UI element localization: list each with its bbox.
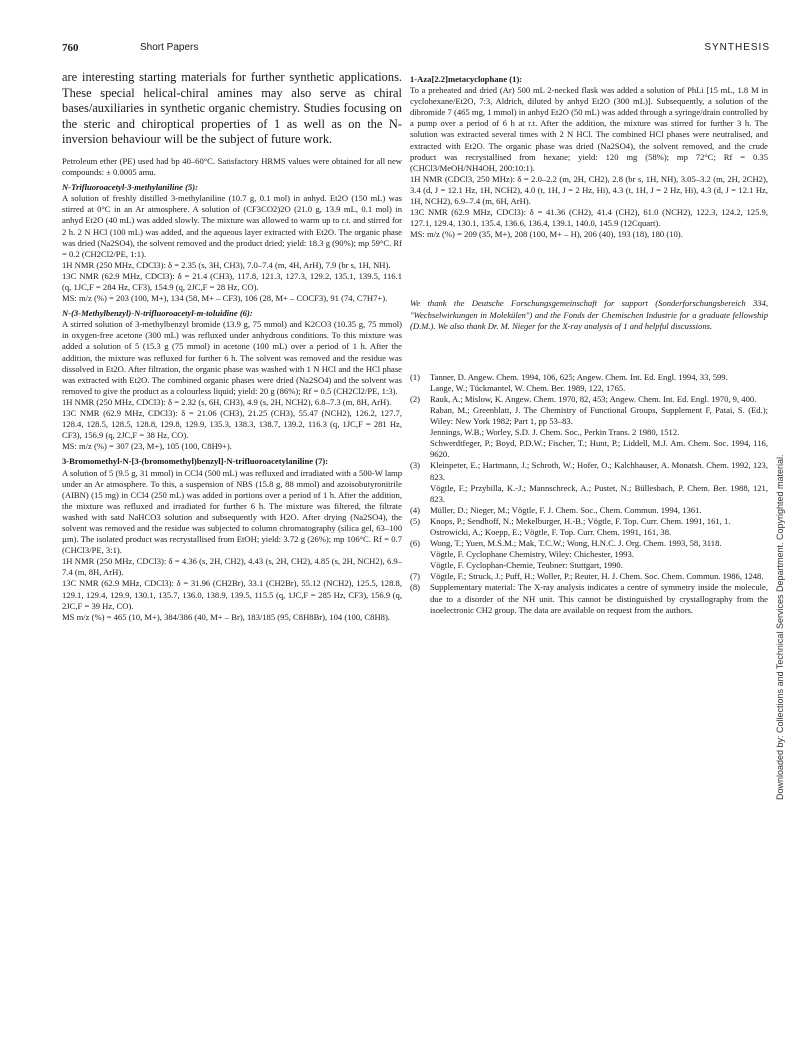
compound-1-hnmr: 1H NMR (CDCl3, 250 MHz): δ = 2.0–2.2 (m, 2H, CH2), 2.8 (br s, 1H, NH), 3.05–3.2 (m, 2H, 2CH2), 3.4 (d, J = 12.1 Hz, 1H, NCH2), 4.0 (t, 1H, J = 2 Hz, Hi), 4.3 (t, 1H, J = 2 Hz, Hi), 4.3 (d, J = 12.1 Hz, 1H, NCH2), 6.9–7.4 (m, 6H, ArH). (410, 173, 768, 207)
compound-5-hnmr: 1H NMR (250 MHz, CDCl3): δ = 2.35 (s, 3H, CH3), 7.0–7.4 (m, 4H, ArH), 7.9 (br s, 1H, NH). (62, 259, 391, 270)
journal-name: SYNTHESIS (704, 42, 770, 53)
compound-6-title: N-(3-Methylbenzyl)-N-trifluoroacetyl-m-toluidine (6): (62, 308, 253, 319)
compound-7-title: 3-Bromomethyl-N-[3-(bromomethyl)benzyl]-N-trifluoroacetylaniline (7): (62, 456, 329, 467)
reference-citation: Vögtle, F.; Przybilla, K.-J.; Mannschreck, A.; Pustet, N.; Büllesbach, P. Chem. Ber. 1988, 121, 823. (430, 482, 768, 504)
running-header (62, 42, 770, 58)
reference-list (410, 372, 768, 616)
reference-item (410, 516, 768, 538)
compound-6-cnmr: 13C NMR (62.9 MHz, CDCl3): δ = 21.06 (CH3), 21.25 (CH3), 55.47 (NCH2), 126.2, 127.7, 128.4, 128.5, 128.5, 128.8, 129.8, 129.9, 135.3, 138.3, 138.7, 139.2, 116.3 (q, 1JC,F = 281 Hz, CF3), 156.9 (q, 2JC,F = 38 Hz, CO). (62, 408, 402, 441)
compound-6-hnmr: 1H NMR (250 MHz, CDCl3): δ = 2.32 (s, 6H, CH3), 4.9 (s, 2H, NCH2), 6.8–7.3 (m, 8H, ArH). (62, 396, 392, 407)
right-column (410, 70, 768, 616)
reference-item (410, 505, 768, 516)
compound-6-procedure: A stirred solution of 3-methylbenzyl bromide (13.9 g, 75 mmol) and K2CO3 (10.35 g, 75 mmol) in oxygen-free acetone (300 mL) was refluxed under anhydrous conditions. To this mixture was added a solution of 5 (15.3 g (75 mmol) in acetone (100 mL) over a period of 1 h. After the addition, the mixture was refluxed for further 6 h. The solvent was removed and the residue was dissolved in Et2O. After filtration, the organic phase was washed with 1 N HCl and the HCl phase was extracted with Et2O. The combined organic phases were dried (Na2SO4) and the solvent was removed to give the product as a colourless liquid; yield: 20 g (86%); Rf = 0.5 (CH2Cl2/PE, 1:3). (62, 319, 402, 396)
compound-7-cnmr: 13C NMR (62.9 MHz, CDCl3): δ = 31.96 (CH2Br), 33.1 (CH2Br), 55.12 (NCH2), 125.5, 128.8, 129.1, 129.4, 129.9, 130.1, 135.7, 136.0, 138.9, 139.5, 115.5 (q, 1JC,F = 285 Hz, CF3), 156.9 (q, 2JC,F = 39 Hz, CO). (62, 578, 402, 611)
reference-citation: Kleinpeter, E.; Hartmann, J.; Schroth, W.; Hofer, O.; Kalchhauser, A. Monatsh. Chem. 1992, 123, 823. (430, 460, 768, 482)
reference-citation: Vögtle, F. Cyclophan-Chemie, Teubner: Stuttgart, 1990. (430, 560, 623, 571)
reference-item (410, 372, 768, 394)
reference-number: (7) (410, 571, 421, 582)
compound-5-title: N-Trifluoroacetyl-3-methylaniline (5): (62, 182, 198, 193)
reference-citation: Wong, T.; Yuen, M.S.M.; Mak, T.C.W.; Wong, H.N.C. J. Org. Chem. 1993, 58, 3118. (430, 538, 722, 549)
reference-number: (5) (410, 515, 421, 526)
reference-number: (6) (410, 538, 421, 549)
reference-citation: Schwerdtfeger, P.; Boyd, P.D.W.; Fischer, T.; Hunt, P.; Liddell, M.J. Am. Chem. Soc. 1994, 116, 9620. (430, 438, 768, 460)
reference-item (410, 460, 768, 504)
reference-citation: Raban, M.; Greenblatt, J. The Chemistry of Functional Groups, Supplement F, Patai, S. (Ed.); Wiley: New York 1982; Part 1, pp 53–83. (430, 404, 768, 427)
reference-citation: Knops, P.; Sendhoff, N.; Mekelburger, H.-B.; Vögtle, F. Top. Curr. Chem. 1991, 161, 1. (430, 515, 731, 526)
reference-number: (4) (410, 504, 421, 515)
section-label: Short Papers (140, 42, 199, 53)
compound-1-cnmr: 13C NMR (62.9 MHz, CDCl3): δ = 41.36 (CH2), 41.4 (CH2), 61.0 (NCH2), 122.3, 124.2, 125.9, 127.1, 129.4, 130.1, 135.4, 136.6, 136.4, 139.1, 140.0, 145.9 (12Cquart). (410, 207, 768, 229)
left-column (62, 70, 402, 623)
compound-5-ms: MS: m/z (%) = 203 (100, M+), 134 (58, M+ – CF3), 106 (28, M+ – COCF3), 91 (74, C7H7+). (62, 293, 388, 304)
general-note: Petroleum ether (PE) used had bp 40–60°C. Satisfactory HRMS values were obtained for all new compounds: ± 0.0005 amu. (62, 155, 402, 178)
reference-citation: Lange, W.; Tückmantel, W. Chem. Ber. 1989, 122, 1765. (430, 382, 626, 393)
compound-7-ms: MS m/z (%) = 465 (10, M+), 384/386 (40, M+ – Br), 183/185 (95, C8H8Br), 104 (100, C8H8). (62, 611, 390, 622)
reference-citation: Vögtle, F.; Struck, J.; Puff, H.; Woller, P.; Reuter, H. J. Chem. Soc. Chem. Commun. 1986, 1248. (430, 571, 764, 582)
reference-number: (3) (410, 460, 421, 471)
reference-citation: Vögtle, F. Cyclophane Chemistry, Wiley: Chichester, 1993. (430, 549, 634, 560)
compound-7-procedure: A solution of 5 (9.5 g, 31 mmol) in CCl4 (500 mL) was refluxed and irradiated with a 500-W lamp under an Ar atmosphere. To this, a suspension of NBS (15.8 g, 88 mmol) and azoisobutyronitrile (AIBN) (15 mg) in CCl4 (250 mL) was added in portions over a period of 1 h. After the addition, the mixture was refluxed and irradiated for further 6 h. The mixture was filtered, the filtrate washed with satd NaHCO3 solution and subsequently with H2O. After drying (Na2SO4), the solvent was removed and the residue was subjected to column chromatography (silica gel, 63–100 µm). The isolated product was recrystallised from EtOH; yield: 3.72 g (26%); mp 106°C. Rf = 0.7 (CHCl3/PE, 3:1). (62, 467, 402, 556)
compound-5-cnmr: 13C NMR (62.9 MHz, CDCl3): δ = 21.4 (CH3), 117.8, 121.3, 127.3, 129.2, 135.1, 139.5, 116.1 (q, 1JC,F = 284 Hz, CF3), 154.9 (q, 2JC,F = 28 Hz, CO). (62, 270, 402, 292)
reference-item (410, 582, 768, 615)
reference-number: (1) (410, 371, 421, 382)
page-number: 760 (62, 42, 79, 54)
reference-citation: Müller, D.; Nieger, M.; Vögtle, F. J. Chem. Soc., Chem. Commun. 1994, 1361. (430, 504, 702, 515)
reference-item (410, 571, 768, 582)
intro-paragraph: are interesting starting materials for further synthetic applications. These special helical-chiral amines may also serve as chiral bases/auxiliaries in synthetic organic chemistry. Studies focusing on the steric and chiroptical properties of 1 as well as on the N-inversion behaviour will be the subject of future work. (62, 70, 402, 147)
compound-1-title: 1-Aza[2.2]metacyclophane (1): (410, 74, 523, 84)
acknowledgement: We thank the Deutsche Forschungsgemeinschaft for support (Sonderforschungsbereich 334, "Wechselwirkungen in Molekülen") and the Fonds der Chemischen Industrie for a graduate fellowship (D.M.). We also thank Dr. M. Nieger for the X-ray analysis of 1 and helpful discussions. (410, 298, 768, 331)
reference-citation: Tanner, D. Angew. Chem. 1994, 106, 625; Angew. Chem. Int. Ed. Engl. 1994, 33, 599. (430, 371, 728, 382)
compound-7-hnmr: 1H NMR (250 MHz, CDCl3): δ = 4.36 (s, 2H, CH2), 4.43 (s, 2H, CH2), 4.85 (s, 2H, NCH2), 6.9–7.4 (m, 8H, ArH). (62, 556, 402, 578)
reference-citation: Rauk, A.; Mislow, K. Angew. Chem. 1970, 82, 453; Angew. Chem. Int. Ed. Engl. 1970, 9, 400. (430, 393, 757, 404)
reference-citation: Ostrowicki, A.; Koepp, E.; Vögtle, F. Top. Curr. Chem. 1991, 161, 38. (430, 527, 672, 537)
reference-citation: Supplementary material: The X-ray analysis indicates a centre of symmetry inside the molecule, due to a disorder of the NH unit. This cannot be distinguished by crystallography from the isoelectronic CH2 group. The data are available on request from the authors. (430, 582, 768, 615)
reference-number: (8) (410, 582, 421, 593)
compound-5-procedure: A solution of freshly distilled 3-methylaniline (10.7 g, 0.1 mol) in anhyd. Et2O (150 mL) was stirred at 0°C in an Ar atmosphere. A solution of (CF3CO2)2O (21.0 g, 13.9 mL, 0.1 mol) in anhyd Et2O (40 mL) was added slowly. The mixture was allowed to warm up to r.t. and stirred for 2 h. 2 N HCl (100 mL) was added, and the aqueous layer extracted with Et2O. The organic phase was dried (Na2SO4), the solvent removed and the product dried; yield: 18.3 g (90%); mp 59°C. Rf = 0.2 (CH2Cl2/PE, 1:1). (62, 193, 402, 259)
reference-item (410, 538, 768, 571)
reference-citation: Jennings, W.B.; Worley, S.D. J. Chem. Soc., Perkin Trans. 2 1980, 1512. (430, 427, 680, 438)
download-notice: Downloaded by: Collections and Technical Services Department. Copyrighted material. (775, 454, 785, 800)
reference-item (410, 394, 768, 461)
compound-1-procedure: To a preheated and dried (Ar) 500 mL 2-necked flask was added a solution of PhLi [15 mL, 1.8 M in cyclohexane/Et2O, 7:3, Aldrich, diluted by anhyd Et2O (300 mL)]. Subsequently, a solution of the dibromide 7 (465 mg, 1 mmol) in anhyd Et2O (50 mL) was added through a syringe/drain controlled by a pump over a period of 6 h at r.t. After the addition, the mixture was stirred for further 3 h. The solution was extracted several times with 2 N HCl. The combined HCl phases were neutralised, and extracted with Et2O. The organic phase was dried (Na2SO4), the solvent removed, and the crude product was recrystallised from hexane; yield: 120 mg (58%); mp 72°C; Rf = 0.35 (CHCl3/MeOH/NH4OH, 200:10:1). (410, 85, 768, 173)
compound-1-ms: MS: m/z (%) = 209 (35, M+), 208 (100, M+ – H), 206 (40), 193 (18), 180 (10). (410, 229, 683, 240)
reference-number: (2) (410, 393, 421, 404)
compound-6-ms: MS: m/z (%) = 307 (23, M+), 105 (100, C8H9+). (62, 441, 232, 452)
